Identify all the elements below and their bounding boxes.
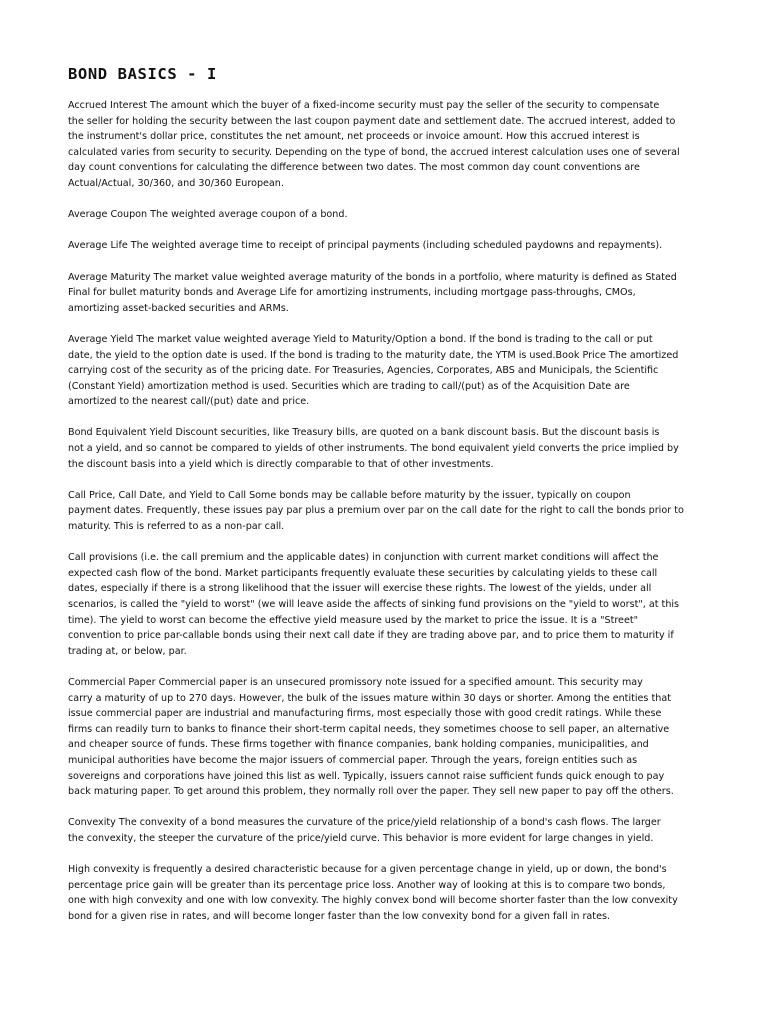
paragraph [68,425,704,472]
paragraph-line: Average Yield The market value weighted average Yield to Maturity/Option a bond. If the bond is trading to the call or put [68,333,653,345]
paragraph-line: amortizing asset-backed securities and ARMs. [68,302,289,314]
paragraph-line: High convexity is frequently a desired characteristic because for a given percentage change in yield, up or down, the bond's [68,864,667,876]
paragraph-line: Average Life The weighted average time to receipt of principal payments (including scheduled paydowns and repayments). [68,240,663,252]
paragraph-line: Call Price, Call Date, and Yield to Call Some bonds may be callable before maturity by the issuer, typically on coupon [68,489,631,501]
paragraph-line: (Constant Yield) amortization method is used. Securities which are trading to call/(put) as of the Acquisition Date are [68,380,630,392]
paragraph [68,675,704,800]
paragraph-line: Call provisions (i.e. the call premium and the applicable dates) in conjunction with current market conditions will affect the [68,552,659,564]
paragraph-line: the discount basis into a yield which is directly comparable to that of other investments. [68,458,494,470]
paragraph [68,207,704,223]
document-title: BOND BASICS - I [68,65,217,83]
paragraph [68,488,704,535]
paragraph-line: Bond Equivalent Yield Discount securities, like Treasury bills, are quoted on a bank discount basis. But the discount basis is [68,427,660,439]
paragraph-line: trading at, or below, par. [68,645,187,657]
paragraph-line: the convexity, the steeper the curvature of the price/yield curve. This behavior is more evident for large changes in yield. [68,832,654,844]
paragraph-line: time). The yield to worst can become the effective yield measure used by the market to price the issue. It is a "Street" [68,614,639,626]
paragraph-line: payment dates. Frequently, these issues pay par plus a premium over par on the call date for the right to call the bonds prior to [68,505,684,517]
paragraph-line: Convexity The convexity of a bond measures the curvature of the price/yield relationship of a bond's cash flows. The larger [68,817,661,829]
paragraph-line: the seller for holding the security between the last coupon payment date and settlement date. The accrued interest, added to [68,115,676,127]
paragraph [68,238,704,254]
paragraph-line: issue commercial paper are industrial and manufacturing firms, most especially those with good credit ratings. While these [68,708,662,720]
document-page [68,56,704,940]
paragraph-line: Final for bullet maturity bonds and Average Life for amortizing instruments, including mortgage pass-throughs, CMOs, [68,287,636,299]
paragraph-line: Average Coupon The weighted average coupon of a bond. [68,209,348,221]
paragraph-line: Average Maturity The market value weighted average maturity of the bonds in a portfolio, where maturity is defined as Stated [68,271,677,283]
paragraph-line: convention to price par-callable bonds using their next call date if they are trading above par, and to price them to maturity if [68,630,674,642]
paragraph-line: carry a maturity of up to 270 days. However, the bulk of the issues mature within 30 days or shorter. Among the entities that [68,692,671,704]
paragraph [68,862,704,924]
paragraph-line: dates, especially if there is a strong likelihood that the issuer will exercise these rights. The lowest of the yields, under all [68,583,652,595]
paragraph-line: Actual/Actual, 30/360, and 30/360 European. [68,177,284,189]
paragraph [68,270,704,317]
paragraph-line: sovereigns and corporations have joined this list as well. Typically, issuers cannot raise sufficient funds quick enough to pay [68,770,665,782]
paragraph-line: expected cash flow of the bond. Market participants frequently evaluate these securities by calculating yields to these call [68,567,658,579]
paragraph-line: Accrued Interest The amount which the buyer of a fixed-income security must pay the seller of the security to compensate [68,100,660,111]
paragraph-line: maturity. This is referred to as a non-par call. [68,521,285,533]
paragraph [68,332,704,410]
paragraph-line: date, the yield to the option date is used. If the bond is trading to the maturity date, the YTM is used.Book Price The amortized [68,349,679,361]
paragraph-line: the instrument's dollar price, constitutes the net amount, net proceeds or invoice amount. How this accrued interest is [68,131,640,143]
paragraph-line: percentage price gain will be greater than its percentage price loss. Another way of looking at this is to compare two bonds, [68,879,666,891]
paragraph [68,98,704,192]
paragraph-line: scenarios, is called the "yield to worst" (we will leave aside the affects of sinking fund provisions on the "yield to worst", at this [68,599,680,610]
paragraph-line: one with high convexity and one with low convexity. The highly convex bond will become shorter faster than the low convexity [68,895,678,907]
paragraph-line: not a yield, and so cannot be compared to yields of other instruments. The bond equivalent yield converts the price implied by [68,443,679,455]
paragraph-line: calculated varies from security to security. Depending on the type of bond, the accrued interest calculation uses one of several [68,146,680,158]
paragraph-line: back maturing paper. To get around this problem, they normally roll over the paper. They sell new paper to pay off the others. [68,786,674,798]
paragraph-line: bond for a given rise in rates, and will become longer faster than the low convexity bond for a given fall in rates. [68,910,611,922]
paragraph [68,815,704,846]
paragraph-line: amortized to the nearest call/(put) date and price. [68,396,310,408]
paragraph-line: municipal authorities have become the major issuers of commercial paper. Through the years, foreign entities such as [68,754,638,766]
paragraph-line: carrying cost of the security as of the pricing date. For Treasuries, Agencies, Corporates, ABS and Municipals, the Scientific [68,365,659,377]
document-body [68,98,704,924]
paragraph-line: Commercial Paper Commercial paper is an unsecured promissory note issued for a specified amount. This security may [68,676,643,688]
paragraph-line: and cheaper source of funds. These firms together with finance companies, bank holding companies, municipalities, and [68,739,649,751]
paragraph-line: day count conventions for calculating the difference between two dates. The most common day count conventions are [68,162,640,174]
paragraph [68,550,704,659]
paragraph-line: firms can readily turn to banks to finance their short-term capital needs, they sometimes choose to sell paper, an alternative [68,723,670,735]
